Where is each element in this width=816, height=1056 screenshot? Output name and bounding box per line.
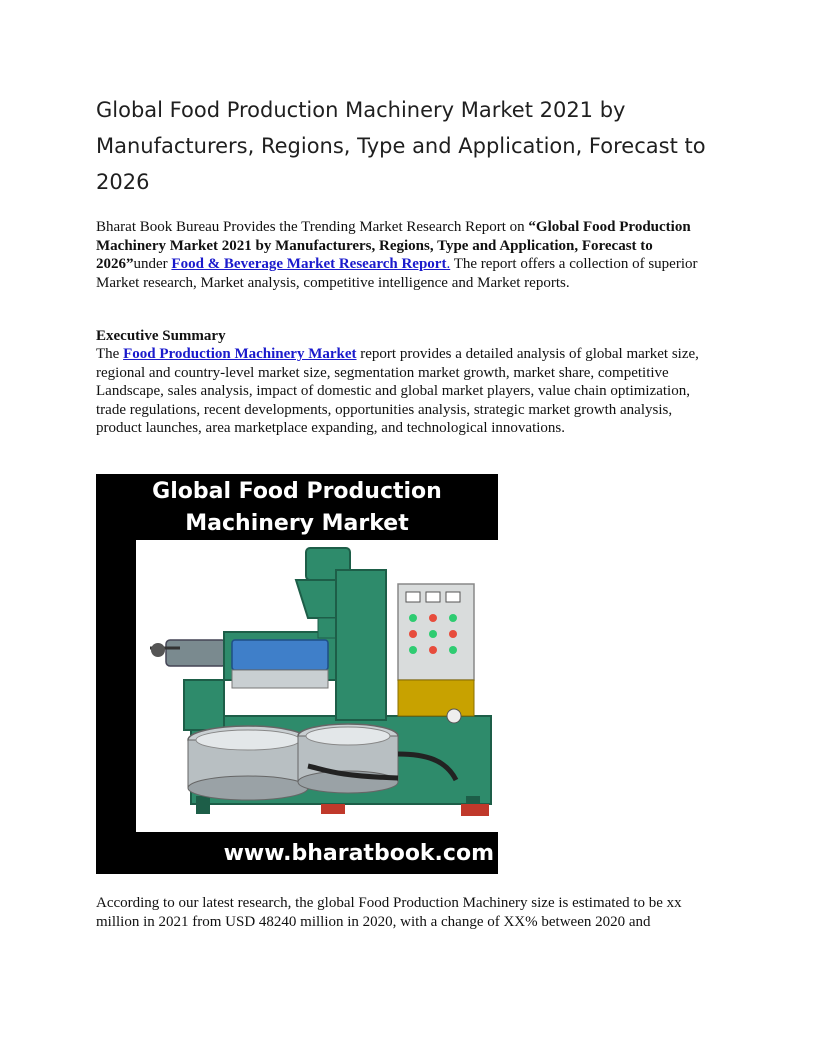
intro-under: under (133, 256, 172, 272)
executive-summary-paragraph (96, 345, 716, 438)
banner-title (96, 474, 498, 542)
category-link-period[interactable]: . (446, 256, 451, 272)
closing-paragraph: According to our latest research, the global Food Production Machinery size is estimated to be xx million in 2021 from USD 48240 million in 2020, with a change of XX% between 2020 and (96, 895, 682, 930)
oil-press-machine-illustration (136, 540, 498, 832)
market-banner-image (96, 474, 498, 874)
machine-image (136, 540, 498, 832)
category-link[interactable]: Food & Beverage Market Research Report (171, 256, 447, 272)
banner-title-line2: Machinery Market (185, 511, 409, 536)
intro-paragraph (96, 218, 716, 292)
banner-url-text: www.bharatbook.com (223, 841, 494, 866)
banner-title-line1: Global Food Production (152, 479, 442, 504)
intro-tail: The report offers a collection of superior Market research, Market analysis, competitive intelligence and Market reports. (96, 256, 698, 291)
exec-lead: The (96, 346, 124, 362)
market-link[interactable]: Food Production Machinery Market (123, 346, 357, 362)
executive-summary-heading: Executive Summary (96, 328, 226, 344)
exec-body: report provides a detailed analysis of global market size, regional and country-level market size, segmentation market growth, market share, competitive Landscape, sales analysis, impact of domestic and global market players, value chain optimization, trade regulations, recent developments, opportunities analysis, strategic market growth analysis, product launches, area marketplace expanding, and technological innovations. (96, 346, 699, 436)
page-title: Global Food Production Machinery Market 2021 by Manufacturers, Regions, Type and Application, Forecast to 2026 (96, 98, 706, 194)
report-name: “Global Food Production Machinery Market 2021 by Manufacturers, Regions, Type and Application, Forecast to 2026” (96, 219, 691, 272)
banner-url (96, 834, 498, 874)
intro-lead: Bharat Book Bureau Provides the Trending Market Research Report on (96, 219, 529, 235)
